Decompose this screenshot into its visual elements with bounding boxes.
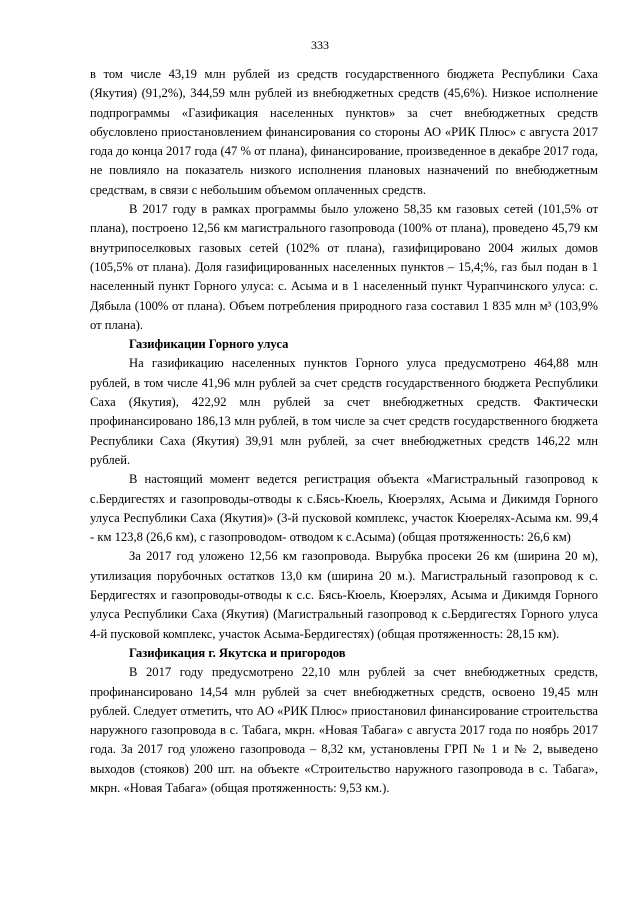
paragraph-gorny-funding: На газификацию населенных пунктов Горного улуса предусмотрено 464,88 млн рублей, в том числе 41,96 млн рублей за счет средств государственного бюджета Республики Саха (Якутия), 422,92 млн рублей за счет внебюджетных средств. Фактически профинансировано 186,13 млн рублей, в том числе за счет средств государственного бюджета Республики Саха (Якутия) 39,91 млн рублей, за счет внебюджетных средств 146,22 млн рублей. <box>90 356 598 467</box>
page-number: 333 <box>311 38 329 52</box>
paragraph-budget-summary: в том числе 43,19 млн рублей из средств государственного бюджета Республики Саха (Якутия) (91,2%), 344,59 млн рублей из внебюджетных средств (45,6%). Низкое исполнение подпрограммы «Газификация населенных пунктов» за счет внебюджетных средств обусловлено приостановлением финансирования со стороны АО «РИК Плюс» с августа 2017 года до конца 2017 года (47 % от плана), финансирование, произведенное в декабре 2017 года, не повлияло на показатель низкого исполнения плановых назначений по внебюджетным средствам, в связи с небольшим объемом оплаченных средств. <box>90 67 598 197</box>
section-heading-gorny-ulus: Газификации Горного улуса <box>129 337 289 352</box>
document-body <box>90 65 598 798</box>
paragraph-program-results-2017: В 2017 году в рамках программы было уложено 58,35 км газовых сетей (101,5% от плана), построено 12,56 км магистрального газопровода (100% от плана), проведено 45,79 км внутрипоселковых газовых сетей (102% от плана), газифицировано 2004 жилых домов (105,5% от плана). Доля газифицированных населенных пунктов – 15,4;%, газ был подан в 1 населенный пункт Горного улуса: с. Асыма и в 1 населенный пункт Чурапчинского улуса: с. Дябыла (100% от плана). Объем потребления природного газа составил 1 835 млн м³ (103,9% от плана). <box>90 202 598 332</box>
section-heading-yakutsk: Газификация г. Якутска и пригородов <box>129 645 346 660</box>
paragraph-yakutsk-funding: В 2017 году предусмотрено 22,10 млн рублей за счет внебюджетных средств, профинансировано 14,54 млн рублей за счет внебюджетных средств, освоено 19,45 млн рублей. Следует отметить, что АО «РИК Плюс» приостановил финансирование строительства наружного газопровода в с. Табага, мкрн. «Новая Табага» с августа 2017 года по ноябрь 2017 года. За 2017 год уложено газопровода – 8,32 км, установлены ГРП № 1 и № 2, выведено выходов (стояков) 200 шт. на объекте «Строительство наружного газопровода в с. Табага», мкрн. «Новая Табага» (общая протяженность: 9,53 км.). <box>90 665 598 795</box>
paragraph-gorny-pipeline-2017: За 2017 год уложено 12,56 км газопровода. Вырубка просеки 26 км (ширина 20 м), утилизация порубочных остатков 13,0 км (ширина 20 м.). Магистральный газопровод к с. Бердигестях и газопроводы-отводы к с.с. Бясь-Кюель, Кюерэлях, Асыма и Дикимдя Горного улуса Республики Саха (Якутия) (Магистральный газопровод к с.Бердигестях Горного улуса 4-й пусковой комплекс, участок Асыма-Бердигестях) (общая протяженность: 28,15 км). <box>90 549 598 641</box>
paragraph-gorny-registration: В настоящий момент ведется регистрация объекта «Магистральный газопровод к с.Бердигестях и газопроводы-отводы к с.Бясь-Кюель, Кюерэлях, Асыма и Дикимдя Горного улуса Республики Саха (Якутия)» (3-й пусковой комплекс, участок Кюерелях-Асыма км. 99,4 - км 123,8 (26,6 км), с газопроводом- отводом к с.Асыма) (общая протяженность: 26,6 км) <box>90 472 598 545</box>
